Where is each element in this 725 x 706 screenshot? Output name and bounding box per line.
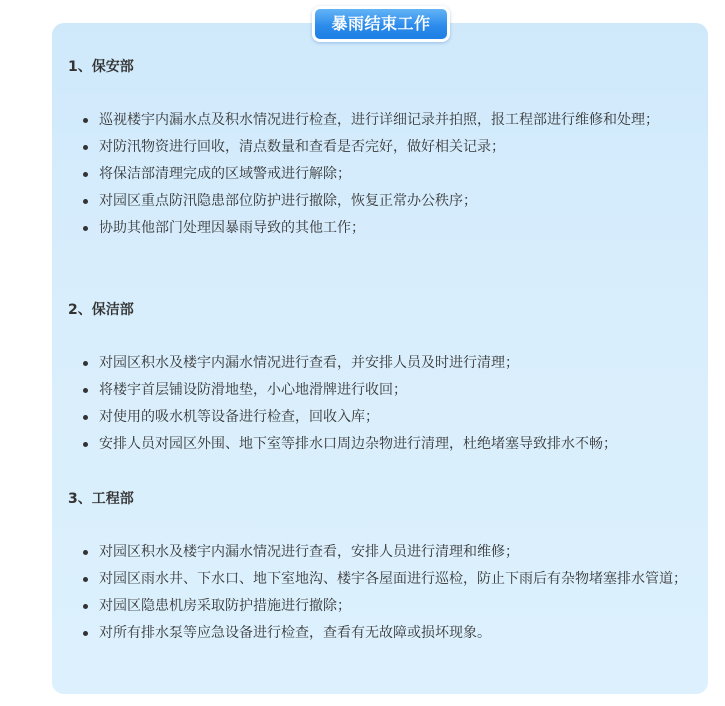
section-list-cleaning <box>80 350 698 458</box>
section-list-security <box>80 107 698 242</box>
section-heading-security: 1、保安部 <box>68 59 134 75</box>
list-item: 对防汛物资进行回收，清点数量和查看是否完好，做好相关记录； <box>80 134 698 161</box>
section-list-engineering <box>80 539 698 647</box>
list-item: 对园区雨水井、下水口、地下室地沟、楼宇各屋面进行巡检，防止下雨后有杂物堵塞排水管道； <box>80 566 698 593</box>
list-item: 对园区积水及楼宇内漏水情况进行查看，安排人员进行清理和维修； <box>80 539 698 566</box>
list-item: 对所有排水泵等应急设备进行检查，查看有无故障或损坏现象。 <box>80 620 698 647</box>
list-item: 对园区重点防汛隐患部位防护进行撤除，恢复正常办公秩序； <box>80 188 698 215</box>
list-item: 对园区隐患机房采取防护措施进行撤除； <box>80 593 698 620</box>
list-item: 安排人员对园区外围、地下室等排水口周边杂物进行清理，杜绝堵塞导致排水不畅； <box>80 431 698 458</box>
list-item: 将保洁部清理完成的区域警戒进行解除； <box>80 161 698 188</box>
list-item: 协助其他部门处理因暴雨导致的其他工作； <box>80 215 698 242</box>
section-heading-cleaning: 2、保洁部 <box>68 302 134 318</box>
list-item: 对园区积水及楼宇内漏水情况进行查看，并安排人员及时进行清理； <box>80 350 698 377</box>
title-badge: 暴雨结束工作 <box>312 6 450 42</box>
list-item: 将楼宇首层铺设防滑地垫，小心地滑牌进行收回； <box>80 377 698 404</box>
list-item: 巡视楼宇内漏水点及积水情况进行检查，进行详细记录并拍照，报工程部进行维修和处理； <box>80 107 698 134</box>
section-heading-engineering: 3、工程部 <box>68 491 134 507</box>
list-item: 对使用的吸水机等设备进行检查，回收入库； <box>80 404 698 431</box>
